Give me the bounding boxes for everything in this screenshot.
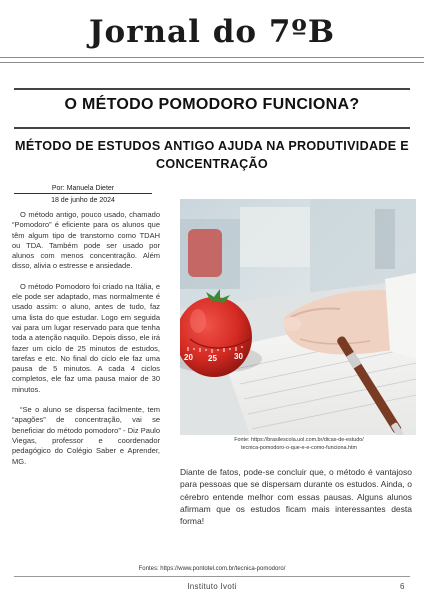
photo-caption xyxy=(190,436,408,452)
photo-caption-line: tecnica-pomodoro-o-que-e-e-como-funciona.htm xyxy=(241,445,357,451)
newspaper-title: Jornal do 7ºB xyxy=(88,14,336,50)
timer-mark: 20 xyxy=(184,353,193,362)
article-left-column xyxy=(12,210,160,467)
article-paragraph: “Se o aluno se dispersa facilmente, tem “apagões” de concentração, vai se beneficiar do método pomodoro” - Diz Paulo Viegas, professor e coordenador pedagógico do Colégio Saber e Aprender, MG. xyxy=(12,405,160,466)
timer-mark: 25 xyxy=(208,354,217,363)
article-headline: O MÉTODO POMODORO FUNCIONA? xyxy=(64,96,360,113)
masthead xyxy=(0,0,424,76)
article-sources: Fontes: https://www.pontotel.com.br/tecnica-pomodoro/ xyxy=(138,566,286,572)
photo-caption-line: Fonte: https://brasilescola.uol.com.br/dicas-de-estudo/ xyxy=(234,437,364,443)
footer-rule xyxy=(14,576,410,577)
article-conclusion: Diante de fatos, pode-se concluir que, o método é vantajoso para pessoas que se dispersam durante os estudos. Ainda, o cérebro entende melhor com essas pausas. Alguns alunos afirmam que os estudos ficam mais interessantes desta forma! xyxy=(180,467,412,527)
masthead-rule xyxy=(0,57,424,58)
byline-date: 18 de junho de 2024 xyxy=(51,197,115,204)
masthead-rule xyxy=(0,62,424,63)
byline-rule xyxy=(14,193,152,194)
footer-institution: Instituto Ivoti xyxy=(187,582,237,591)
headline-bottom-rule xyxy=(14,127,410,129)
pomodoro-photo xyxy=(180,199,416,435)
article-subheadline: MÉTODO DE ESTUDOS ANTIGO AJUDA NA PRODUTIVIDADE E CONCENTRAÇÃO xyxy=(15,139,409,171)
timer-mark: 30 xyxy=(234,352,243,361)
article-paragraph: O método Pomodoro foi criado na Itália, e ele pode ser adaptado, mas normalmente é usado assim: o aluno, antes de tudo, faz uma lista do que estudar. Logo em seguida vai para um lugar reservado para que tenha toda a atenção naquilo. Depois disso, ele irá fazer um ciclo de 25 minutos de estudos, tarefas e etc. No final do ciclo ele faz uma pausa de 5 minutos. A cada 4 ciclos completos, ele faz uma pausa maior de 30 minutos. xyxy=(12,281,160,394)
article-paragraph: O método antigo, pouco usado, chamado “Pomodoro” é eficiente para os alunos que têm algum tipo de transtorno como TDAH ou TDA. Também pode ser usado por alunos com menos concentração. Além disso, alivia o estresse e ansiedade. xyxy=(12,210,160,271)
headline-top-rule xyxy=(14,88,410,90)
page-number: 6 xyxy=(400,582,405,591)
byline-author: Por: Manuela Dieter xyxy=(51,185,115,192)
